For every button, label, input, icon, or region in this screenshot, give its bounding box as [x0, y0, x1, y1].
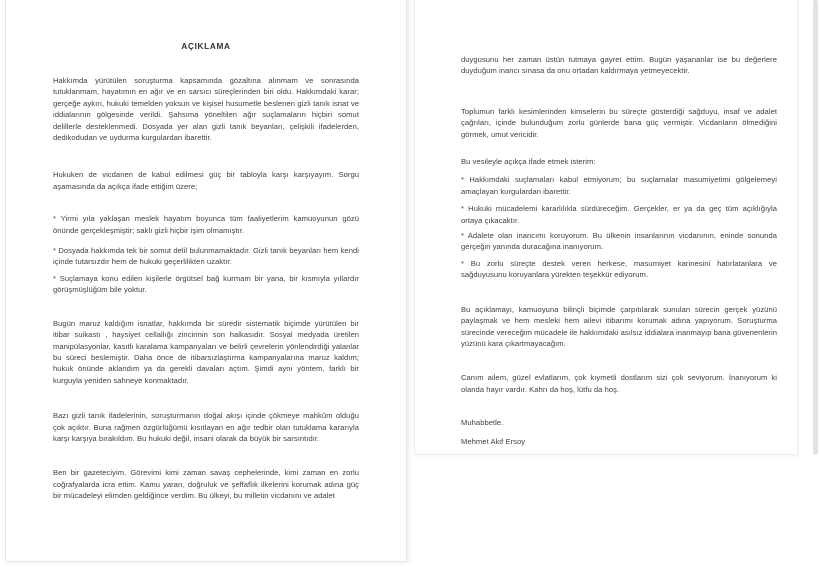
- bullet-item: * Suçlamaya konu edilen kişilerle örgütsel bağ kurmam bir yana, bir kısmıyla yıllardır görüşmüşlüğüm bile yoktur.: [53, 273, 359, 295]
- page-2: [414, 0, 798, 455]
- paragraph: Bugün maruz kaldığım isnatlar, hakkımda bir süredir sistematik biçimde yürütülen bir itibar suikastı , haysiyet cellallığı zincirinin son halkasıdır. Sosyal medyada üretilen manipülasyonlar, kasıtlı karalama kampanyaları ve belirli çevrelerin yönlendirdiği yalanlar bu süreci beslemiştir. Daha önce de itibarsızlaştırma kampanyalarına maruz kaldım; hukuk önünde aklandım ya da gerekli davaları açtım. Şimdi aynı yöntem, farklı bir kurguyla yeniden sahneye konmaktadır.: [53, 318, 359, 385]
- paragraph: Bazı gizli tanık ifadelerinin, soruşturmanın doğal akışı içinde çökmeye mahkûm olduğu çok açıktır. Buna rağmen özgürlüğümü kısıtlayan en ağır tedbir olan tutuklama kararıyla karşı karşıya bırakıldım. Bu hukuki değil, insani olarak da büyük bir sarsıntıdır.: [53, 411, 359, 443]
- page-1: [5, 0, 407, 562]
- paragraph: Bu vesileyle açıkça ifade etmek isterim:: [461, 157, 596, 167]
- paragraph: Ben bir gazeteciyim. Görevimi kimi zaman savaş cephelerinde, kimi zaman en zorlu coğrafyalarda icra ettim. Kamu yararı, doğruluk ve şeffaflık ilkelerini korumak adına güç bir mücadeleyi elimden geldiğince verdim. Bu ülkeyi, bu milletin vicdanını ve adalet: [53, 468, 359, 501]
- bullet-item: * Dosyada hakkımda tek bir somut delil bulunmamaktadır. Gizli tanık beyanları hem kendi içinde tutarsızdır hem de hukuki geçerlilikten uzaktır.: [53, 246, 359, 267]
- signature: Mehmet Akif Ersoy: [461, 436, 526, 446]
- bullet-item: * Bu zorlu süreçte destek veren herkese, masumiyet karinesini hatırlatanlara ve sağduyusunu koruyanlara yürekten teşekkür ediyorum.: [461, 258, 777, 280]
- scrollbar-thumb[interactable]: [813, 0, 818, 455]
- paragraph: Canım ailem, güzel evlatlarım, çok kıymetli dostlarım sizi çok seviyorum. İnanıyorum ki olanda hayır vardır. Kahrı da hoş, lütfu da hoş.: [461, 373, 777, 394]
- paragraph: Hakkımda yürütülen soruşturma kapsamında gözaltına alınmam ve sonrasında tutuklanmam, hayatımın en ağır ve en sarsıcı süreçlerinden biri oldu. Hakkımdaki karar; gerçeğe aykırı, hukuki temelden yoksun ve kişisel husumetle beslenen gizli tanık isnat ve iddialarının gölgesinde verildi. Şahsıma yöneltilen ağır suçlamaların hiçbiri somut delillerle desteklenmedi. Dosyada yer alan gizli tanık beyanları, çelişkili ifadelerden, dedikodudan ve uydurma kurgulardan ibarettir.: [53, 76, 359, 143]
- paragraph: Hukuken de vicdanen de kabul edilmesi güç bir tabloyla karşı karşıyayım. Sorgu aşamasında da açıkça ifade ettiğim üzere;: [53, 170, 359, 191]
- document-title: AÇIKLAMA: [181, 42, 231, 51]
- paragraph: Bu açıklamayı, kamuoyuna bilinçli biçimde çarpıtılarak sunulan sürecin gerçek yüzünü paylaşmak ve hem mesleki hem ailevi itibarımı korumak adına yapıyorum. Soruşturma sürecinde vereceğim mücadele ile hakkımdaki asılsız iddialara inanmayıp bana güvenenlerin yüzünü kara çıkartmayacağım.: [461, 304, 777, 348]
- bullet-item: * Hukuki mücadelemi kararlılıkla sürdüreceğim. Gerçekler, er ya da geç tüm açıklığıyla ortaya çıkacaktır.: [461, 204, 777, 225]
- closing: Muhabbetle.: [461, 418, 504, 428]
- paragraph: duygusunu her zaman üstün tutmaya gayret ettim. Bugün yaşananlar ise bu değerlere duyduğum inancı sınasa da onu ortadan kaldırmaya yetmeyecektir.: [461, 55, 777, 76]
- bullet-item: * Hakkımdaki suçlamaları kabul etmiyorum; bu suçlamalar masumiyetimi gölgelemeyi amaçlayan kurgulardan ibarettir.: [461, 175, 777, 196]
- bullet-item: * Yirmi yıla yaklaşan meslek hayatım boyunca tüm faaliyetlerim kamuoyunun gözü önünde gerçekleşmiştir; saklı gizli hiçbir işim olmamıştır.: [53, 214, 359, 235]
- paragraph: Toplumun farklı kesimlerinden kimselerin bu süreçte gösterdiği sağduyu, insaf ve adalet çağrıları, içinde bulunduğum zorlu günlerde bana güç vermiştir. Vicdanların ölmediğini görmek, umut vericidir.: [461, 106, 777, 139]
- bullet-item: * Adalete olan inancımı koruyorum. Bu ülkenin insanlarının vicdanının, eninde sonunda gerçeğin yanında duracağına inanıyorum.: [461, 231, 777, 252]
